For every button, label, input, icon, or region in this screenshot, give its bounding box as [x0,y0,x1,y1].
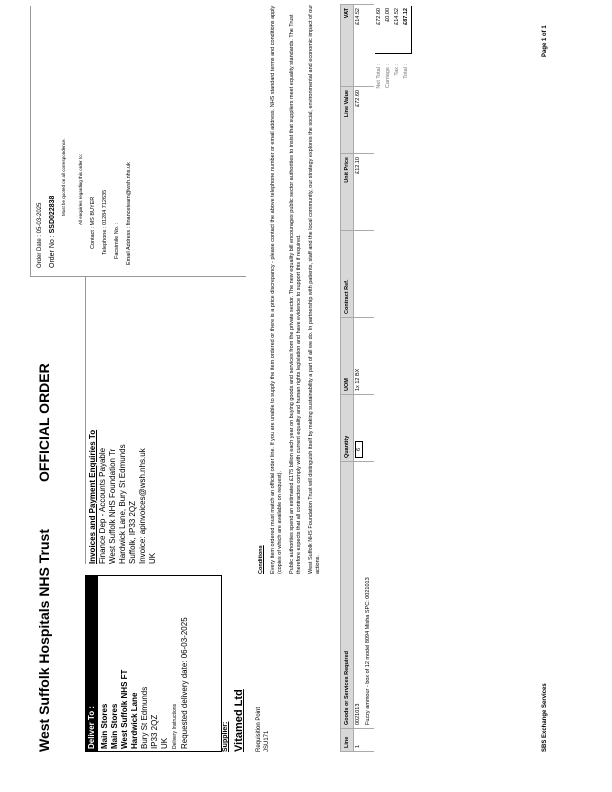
order-number [49,196,56,268]
cell-contract [354,231,365,318]
net-total-row [375,4,384,402]
deliver-line: Hardwick Lane [130,692,139,749]
invoice-line: Invoice: apinvoices@wsh.nhs.uk [138,448,147,564]
enquiries-contact: Contact : MS BUYER [90,196,96,249]
carriage-label: Carriage : [385,64,391,89]
enquiries-email: Email Address : financeteam@wsh.nhs.uk [126,162,132,265]
deliver-line: Main Stores [100,703,109,749]
enquiries-lines [75,154,135,265]
supplier-block [222,689,271,752]
enquiries-facsimile: Facsimile No. : [114,222,120,259]
order-number-label: Order No : [49,235,56,268]
invoice-line: West Suffolk NHS Foundation Tr [108,448,117,564]
cell-uom: 1x 12 BX [354,318,365,395]
deliver-line: Main Stores [110,703,119,749]
cell-code: 0021013 [354,462,365,729]
total-label: Total : [403,64,409,79]
deliver-line: UK [160,737,169,749]
cell-empty [364,154,374,231]
supplier-name: Vitamed Ltd [233,689,245,752]
order-lines-table [340,4,374,752]
order-number-value: SSD022838 [49,195,56,234]
col-line: Line [341,729,354,752]
cell-empty [364,395,374,462]
cell-line: 1 [354,729,365,752]
totals-block [375,4,411,402]
deliver-line: West Suffolk NHS FT [120,669,129,749]
order-date-label: Order Date : [37,234,43,268]
deliver-to-box [85,575,222,752]
total-row [402,4,411,402]
requisition-point-value: JSU171 [264,730,270,752]
conditions-heading: Conditions [258,545,264,574]
conditions-paragraph: Every item ordered must match an official order line. If you are unable to supply the item ordered or there is a price discrepancy - please contact the above telephone number or email address. NHS standard terms and conditions apply (copies of which are available on request). [269,5,283,574]
cell-description: Fuzzy ammour - box of 12 model 8094 Misha SPC: 0021013 [364,462,374,729]
cell-vat: £14.52 [354,5,365,87]
order-header-box [30,6,246,277]
cell-empty [364,5,374,87]
invoices-box [85,276,246,564]
requisition-point-label: Requisition Point [256,706,262,752]
document-title: OFFICIAL ORDER [36,363,52,482]
table-row [364,5,374,752]
conditions-paragraph: West Suffolk NHS Foundation Trust will distinguish itself by making sustainability a part of all we do. In partnership with patients, staff and the local community, our strategy explores the social, environmental and economic impact of our actions. [307,4,321,574]
delivery-instructions-label: Delivery Instructions [172,703,178,749]
table-header-row [341,5,354,752]
carriage-value: £0.00 [384,6,393,54]
col-contract-ref: Contract Ref. [341,231,354,318]
cell-empty [364,729,374,752]
requisition-point [255,689,271,752]
enquiries-heading: All enquiries regarding this order to: [78,153,83,225]
supplier-label: Supplier: [222,721,229,752]
invoice-line: Hardwick Lane, Bury St Edmunds [118,444,127,564]
col-uom: UOM [341,318,354,395]
order-date-value: 05-03-2025 [37,202,43,234]
tax-value: £14.52 [393,6,402,54]
cell-qty [354,395,365,462]
requested-delivery-date: Requested delivery date: 06-03-2025 [180,617,189,749]
invoices-lines [88,430,158,564]
net-total-label: Net Total : [376,64,382,89]
order-date [37,203,43,268]
deliver-line: IP33 2QZ [150,714,159,749]
invoice-line: Finance Dep - Accounts Payable [98,447,107,564]
cell-empty [364,318,374,395]
invoice-line: UK [148,552,157,564]
net-total-value: £72.60 [375,6,384,54]
conditions-block [258,4,327,574]
col-vat: VAT [341,5,354,87]
conditions-paragraph: Public authorities spend an estimated £175 billion each year on buying goods and services from the private sector. The new equality bill encourages public sector authorities to insist that suppliers meet equality standards. The Trust therefore expects that all contractors comply with current equality and human rights legislation and have evidence to support this if required. [288,14,302,574]
quote-note: Must be quoted on all correspondence. [61,138,66,216]
col-line-value: Line Value [341,87,354,154]
footer-page-number: Page 1 of 1 [542,25,548,57]
cell-empty [364,87,374,154]
tax-row [393,4,402,402]
footer-left: SBS Exchange Services [542,683,548,752]
cell-empty [364,231,374,318]
tax-label: Tax : [394,64,400,76]
invoices-heading: Invoices and Payment Enquiries To [88,429,97,564]
trust-name: West Suffolk Hospitals NHS Trust [36,529,52,752]
deliver-to-lines [100,617,190,749]
invoice-line: Suffolk, IP33 2QZ [128,501,137,564]
cell-line-value: £72.60 [354,87,365,154]
qty-box: 6 [355,441,363,458]
table-row [354,5,365,752]
carriage-row [384,4,393,402]
enquiries-telephone: Telephone : 01284 712635 [102,189,108,255]
col-goods: Goods or Services Required [341,462,354,729]
total-value: £87.12 [402,6,412,54]
col-unit-price: Unit Price [341,154,354,231]
deliver-line: Bury St Edmunds [140,686,149,749]
cell-unit-price: £12.10 [354,154,365,231]
col-quantity: Quantity [341,395,354,462]
deliver-to-heading: Deliver To : [86,576,98,751]
